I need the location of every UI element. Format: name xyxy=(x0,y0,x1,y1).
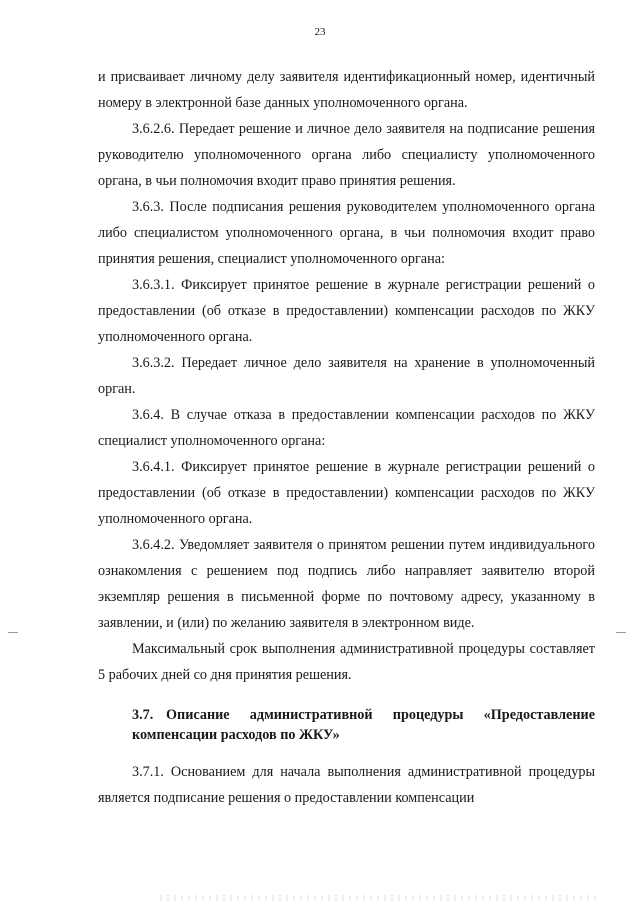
paragraph: 3.6.4.2. Уведомляет заявителя о принятом решении путем индивидуального ознакомления с решением под подпись либо направляет заявителю второй экземпляр решения в письменной форме по почтовому адресу, указанному в заявлении, и (или) по желанию заявителя в электронном виде. xyxy=(98,537,595,631)
scan-artifact xyxy=(616,632,626,633)
paragraph: 3.6.3.2. Передает личное дело заявителя на хранение в уполномоченный орган. xyxy=(98,355,595,397)
paragraph: 3.6.3. После подписания решения руководителем уполномоченного органа либо специалистом уполномоченного органа, в чьи полномочия входит право принятия решения, специалист уполномоченного органа: xyxy=(98,199,595,267)
scan-artifact xyxy=(160,895,600,901)
scan-artifact xyxy=(8,632,18,633)
paragraph: Максимальный срок выполнения административной процедуры составляет 5 рабочих дней со дня принятия решения. xyxy=(98,641,595,683)
paragraph: 3.7.1. Основанием для начала выполнения административной процедуры является подписание решения о предоставлении компенсации xyxy=(98,764,595,806)
section-title: Описание административной процедуры «Предоставление компенсации расходов по ЖКУ» xyxy=(132,707,595,743)
paragraph: 3.6.4. В случае отказа в предоставлении компенсации расходов по ЖКУ специалист уполномоченного органа: xyxy=(98,407,595,449)
paragraph: 3.6.3.1. Фиксирует принятое решение в журнале регистрации решений о предоставлении (об отказе в предоставлении) компенсации расходов по ЖКУ уполномоченного органа. xyxy=(98,277,595,345)
document-body xyxy=(98,64,595,811)
paragraph: 3.6.2.6. Передает решение и личное дело заявителя на подписание решения руководителю уполномоченного органа либо специалисту уполномоченного органа, в чьи полномочия входит право принятия решения. xyxy=(98,121,595,189)
section-number: 3.7. xyxy=(132,707,154,723)
paragraph: и присваивает личному делу заявителя идентификационный номер, идентичный номеру в электронной базе данных уполномоченного органа. xyxy=(98,69,595,111)
paragraph: 3.6.4.1. Фиксирует принятое решение в журнале регистрации решений о предоставлении (об отказе в предоставлении) компенсации расходов по ЖКУ уполномоченного органа. xyxy=(98,459,595,527)
page-number: 23 xyxy=(314,26,326,38)
section-heading xyxy=(98,705,595,745)
